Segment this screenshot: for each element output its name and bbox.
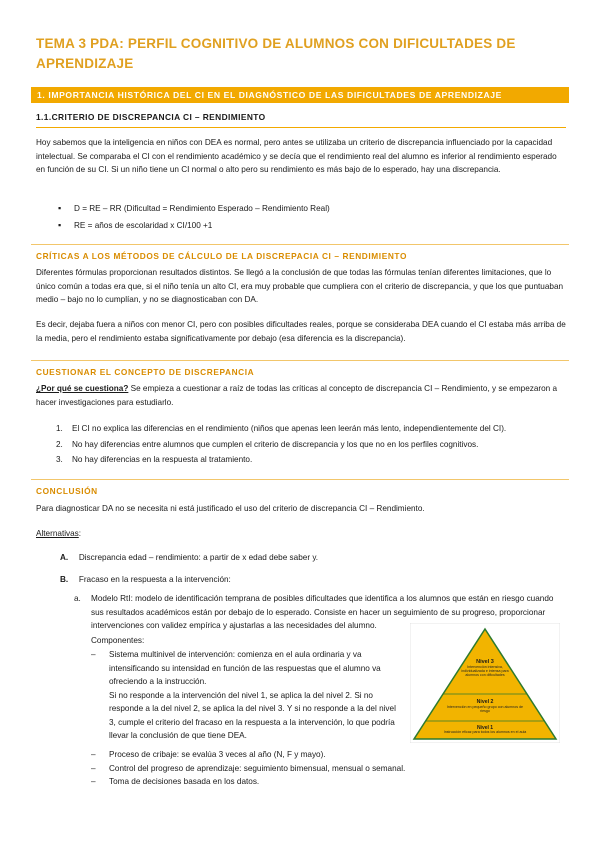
item-number: 3. xyxy=(56,455,63,464)
divider xyxy=(31,244,569,245)
pyramid-level2-box xyxy=(446,705,524,719)
pyramid-level1-title: Nivel 1 xyxy=(476,725,494,731)
item-text: Discrepancia edad – rendimiento: a partir de x edad debe saber y. xyxy=(78,553,319,562)
pyramid-level2-text: Intervención en pequeño grupo con alumnos de riesgo xyxy=(446,705,524,714)
pyramid-graphic xyxy=(410,623,560,743)
list-item xyxy=(56,453,566,467)
list-item: – Control del progreso de aprendizaje: seguimiento bimensual, mensual o semanal. xyxy=(91,762,531,776)
heading-criticas: CRÍTICAS A LOS MÉTODOS DE CÁLCULO DE LA DISCREPACIA CI – RENDIMIENTO xyxy=(36,251,408,261)
divider xyxy=(31,479,569,480)
rti-description: Modelo RtI: modelo de identificación temprana de posibles dificultades que identifica a los alumnos que están en riesgo cuando sus resultados académicos están por debajo de lo esperado. Consiste en hacer un seguimiento de su progreso, proporcionar intervenciones con validez empírica y ajustarlas a las necesidades del alumno. xyxy=(91,594,554,630)
list-item xyxy=(56,422,566,436)
pyramid-level3-title: Nivel 3 xyxy=(476,659,494,665)
pyramid-level3-text: Intervención intensiva, individualizada e intensa para alumnos con dificultades xyxy=(461,665,509,678)
list-item: ▪ RE = años de escolaridad x CI/100 +1 xyxy=(58,219,330,233)
item-marker: A. xyxy=(60,553,69,562)
question-label: ¿Por qué se cuestiona? xyxy=(36,384,129,393)
pyramid-level2-title: Nivel 2 xyxy=(476,699,494,705)
section-heading-1 xyxy=(31,87,569,103)
page-title: TEMA 3 PDA: PERFIL COGNITIVO DE ALUMNOS CON DIFICULTADES DE APRENDIZAJE xyxy=(36,36,516,71)
formula-list xyxy=(58,202,330,232)
item-marker: a. xyxy=(74,594,81,603)
rti-pyramid-figure xyxy=(410,623,560,743)
subsection-heading: 1.1.CRITERIO DE DISCREPANCIA CI – RENDIMIENTO xyxy=(36,111,566,128)
item-marker: B. xyxy=(60,575,69,584)
component-text: – Sistema multinivel de intervención: comienza en el aula ordinaria y va intensificando su intensidad en función de las respuestas que el alumno va ofreciendo a la instrucción. xyxy=(109,650,381,686)
paragraph-criticas: Diferentes fórmulas proporcionan resultados distintos. Se llegó a la conclusión de que todas las fórmulas tenían diferentes limitaciones, que lo único común a todas era que, si el niño tenía un alto CI, era muy probable que cumpliera con el criterio de discrepancia, y que los que puntuaban medio – bajo no lo cumplían, y no se diagnosticaban con DA. xyxy=(36,268,564,304)
pyramid-level1-box xyxy=(430,730,540,739)
component-text: Si no responde a la intervención del nivel 1, se aplica la del nivel 2. Si no responde a la del nivel 2, se aplica la del nivel 3. Y si no responde a la del nivel 3, cumple el criterio del fracaso en la respuesta a la intervención, lo que podría llevar la conclusión de que tiene DEA. xyxy=(109,690,396,740)
components-label: Componentes: xyxy=(91,636,145,645)
question-text: Se empieza a cuestionar a raíz de todas las críticas al concepto de discrepancia CI – Rendimiento, y se empezaron a hacer investigaciones para estudiarlo. xyxy=(36,384,558,407)
list-item: ▪ D = RE – RR (Dificultad = Rendimiento Esperado – Rendimiento Real) xyxy=(58,202,330,216)
reasons-list xyxy=(56,422,566,469)
divider xyxy=(31,360,569,361)
alternative-a xyxy=(60,551,560,565)
list-item: – Toma de decisiones basada en los datos. xyxy=(91,775,531,789)
item-number: 1. xyxy=(56,424,63,433)
pyramid-level1-text: Instrucción eficaz para todos los alumnos en el aula xyxy=(443,730,527,734)
alternatives-label-text: Alternativas xyxy=(36,529,79,538)
alternatives-label xyxy=(36,527,566,541)
item-text: No hay diferencias entre alumnos que cumplen el criterio de discrepancia y los que no en los perfiles cognitivos. xyxy=(72,439,479,449)
item-number: 2. xyxy=(56,439,63,449)
pyramid-level3-box xyxy=(458,665,512,693)
list-item xyxy=(91,648,401,743)
components-list xyxy=(91,648,401,743)
paragraph-conclusion: Para diagnosticar DA no se necesita ni está justificado el uso del criterio de discrepancia CI – Rendimiento. xyxy=(36,504,425,513)
alternatives-colon: : xyxy=(78,529,82,538)
components-list-rest xyxy=(91,748,531,789)
list-item xyxy=(56,438,566,452)
item-text: El CI no explica las diferencias en el rendimiento (niños que apenas leen leerán más lento, independientemente del CI). xyxy=(72,424,507,433)
intro-paragraph: Hoy sabemos que la inteligencia en niños con DEA es normal, pero antes se utilizaba un criterio de discrepancia influenciado por la capacidad intelectual. Se comparaba el CI con el rendimiento académico y se decía que el rendimiento real del alumno es inferior al rendimiento esperado en función de su CI. Si un niño tiene un CI normal o alto pero su rendimiento es más bajo de lo esperado, hay una discrepancia. xyxy=(36,138,557,174)
item-text: Fracaso en la respuesta a la intervención: xyxy=(78,575,231,584)
alternative-b xyxy=(60,573,560,587)
heading-cuestionar: CUESTIONAR EL CONCEPTO DE DISCREPANCIA xyxy=(36,367,255,377)
item-text: No hay diferencias en la respuesta al tratamiento. xyxy=(72,455,253,464)
list-item: – Proceso de cribaje: se evalúa 3 veces al año (N, F y mayo). xyxy=(91,748,531,762)
paragraph-cuestionar xyxy=(36,382,566,409)
paragraph-es-decir: Es decir, dejaba fuera a niños con menor CI, pero con posibles dificultades reales, porque se consideraba DEA cuando el CI estaba más arriba de la media, pero el rendimiento estaba significativamente por debajo (esa diferencia es la discrepancia). xyxy=(36,320,566,343)
heading-conclusion: CONCLUSIÓN xyxy=(36,486,98,496)
section-heading-text: 1. IMPORTANCIA HISTÓRICA DEL CI EN EL DIAGNÓSTICO DE LAS DIFICULTADES DE APRENDIZAJE xyxy=(37,90,502,100)
